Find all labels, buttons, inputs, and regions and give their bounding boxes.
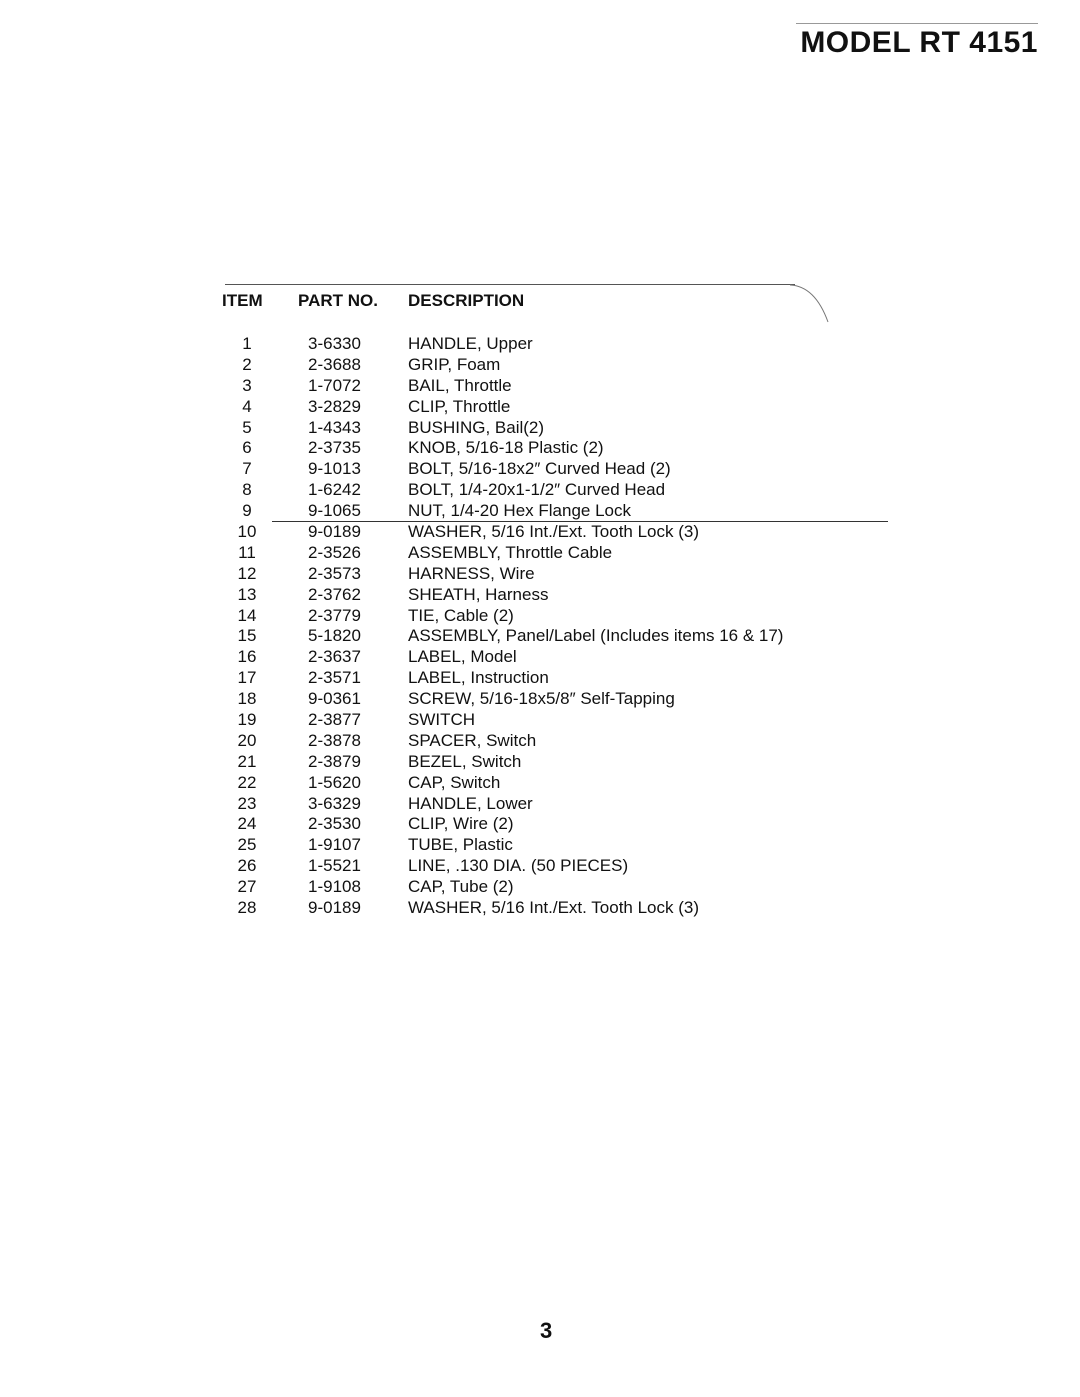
part-description: TUBE, Plastic	[408, 835, 513, 855]
item-number: 15	[237, 626, 257, 646]
part-description: GRIP, Foam	[408, 354, 501, 374]
part-description: CLIP, Wire (2)	[408, 814, 514, 834]
item-number: 14	[237, 605, 257, 625]
item-number: 28	[237, 898, 257, 918]
table-row	[222, 564, 908, 585]
table-row	[222, 710, 908, 731]
part-description: LABEL, Instruction	[408, 668, 549, 688]
item-number: 9	[242, 501, 252, 521]
part-description: HANDLE, Lower	[408, 793, 533, 813]
part-description: BEZEL, Switch	[408, 751, 522, 771]
table-row	[222, 814, 908, 835]
part-number: 2-3688	[308, 354, 361, 374]
part-description: CAP, Switch	[408, 772, 501, 792]
table-body	[222, 334, 908, 919]
table-row	[222, 522, 908, 543]
item-number: 26	[237, 856, 257, 876]
table-row	[222, 731, 908, 752]
table-row	[222, 459, 908, 480]
part-number: 2-3879	[308, 751, 361, 771]
part-number: 3-6330	[308, 334, 361, 353]
part-description: NUT, 1/4-20 Hex Flange Lock	[408, 501, 888, 522]
table-row	[222, 438, 908, 459]
part-description: SPACER, Switch	[408, 730, 537, 750]
table-row	[222, 480, 908, 501]
part-description: LINE, .130 DIA. (50 PIECES)	[408, 856, 629, 876]
table-row	[222, 647, 908, 668]
item-number: 17	[237, 668, 257, 688]
part-number: 2-3571	[308, 668, 361, 688]
part-number: 3-6329	[308, 793, 361, 813]
part-number: 1-7072	[308, 375, 361, 395]
item-number: 13	[237, 584, 257, 604]
part-description: ASSEMBLY, Panel/Label (Includes items 16 & 17)	[408, 626, 784, 646]
item-number: 3	[242, 375, 252, 395]
part-number: 2-3735	[308, 438, 361, 458]
table-row	[222, 773, 908, 794]
column-header-item: ITEM	[222, 291, 263, 310]
part-number: 9-0189	[308, 898, 361, 918]
part-description: BOLT, 1/4-20x1-1/2″ Curved Head	[408, 480, 666, 500]
part-description: WASHER, 5/16 Int./Ext. Tooth Lock (3)	[408, 522, 700, 542]
table-row	[222, 752, 908, 773]
part-number: 1-6242	[308, 480, 361, 500]
table-row	[222, 626, 908, 647]
item-number: 19	[237, 710, 257, 730]
table-row	[222, 606, 908, 627]
column-header-part-no: PART NO.	[298, 291, 378, 310]
table-row	[222, 543, 908, 564]
part-number: 9-1065	[272, 501, 408, 522]
part-number: 2-3526	[308, 542, 361, 562]
table-row	[222, 898, 908, 919]
item-number: 2	[242, 354, 252, 374]
item-number: 22	[237, 772, 257, 792]
table-row	[222, 501, 908, 522]
table-row	[222, 585, 908, 606]
table-row	[222, 418, 908, 439]
part-number: 9-1013	[308, 459, 361, 479]
table-row	[222, 334, 908, 355]
model-title: MODEL RT 4151	[800, 26, 1038, 59]
parts-table	[222, 290, 908, 919]
table-row	[222, 835, 908, 856]
part-number: 2-3878	[308, 730, 361, 750]
part-description: BAIL, Throttle	[408, 375, 512, 395]
table-top-rule	[225, 284, 795, 285]
item-number: 7	[242, 459, 252, 479]
table-header	[222, 290, 908, 312]
part-number: 1-4343	[308, 417, 361, 437]
part-description: SWITCH	[408, 710, 476, 730]
item-number: 10	[237, 522, 257, 542]
item-number: 1	[242, 334, 252, 353]
item-number: 11	[238, 542, 256, 562]
item-number: 18	[237, 689, 257, 709]
part-number: 2-3762	[308, 584, 361, 604]
item-number: 8	[242, 480, 252, 500]
part-description: SCREW, 5/16-18x5/8″ Self-Tapping	[408, 689, 675, 709]
part-number: 1-5521	[308, 856, 361, 876]
table-row	[222, 376, 908, 397]
part-number: 2-3637	[308, 647, 361, 667]
table-row	[222, 355, 908, 376]
part-description: HARNESS, Wire	[408, 563, 535, 583]
item-number: 25	[237, 835, 257, 855]
part-description: ASSEMBLY, Throttle Cable	[408, 542, 613, 562]
part-description: TIE, Cable (2)	[408, 605, 514, 625]
table-row	[222, 877, 908, 898]
item-number: 6	[242, 438, 252, 458]
item-number: 20	[237, 730, 257, 750]
part-number: 2-3573	[308, 563, 361, 583]
part-description: KNOB, 5/16-18 Plastic (2)	[408, 438, 604, 458]
item-number: 21	[237, 751, 257, 771]
item-number: 16	[237, 647, 257, 667]
item-number: 12	[237, 563, 257, 583]
item-number: 27	[237, 877, 257, 897]
part-number: 2-3530	[308, 814, 361, 834]
table-row	[222, 668, 908, 689]
part-description: WASHER, 5/16 Int./Ext. Tooth Lock (3)	[408, 898, 700, 918]
table-row	[222, 689, 908, 710]
page-number: 3	[540, 1318, 553, 1343]
part-number: 2-3877	[308, 710, 361, 730]
part-number: 1-5620	[308, 772, 361, 792]
table-row	[222, 856, 908, 877]
item-number: 23	[237, 793, 257, 813]
part-description: BOLT, 5/16-18x2″ Curved Head (2)	[408, 459, 671, 479]
item-number: 24	[237, 814, 257, 834]
item-number: 5	[242, 417, 252, 437]
table-row	[222, 794, 908, 815]
part-number: 5-1820	[308, 626, 361, 646]
part-description: BUSHING, Bail(2)	[408, 417, 545, 437]
part-description: SHEATH, Harness	[408, 584, 549, 604]
part-number: 9-0361	[308, 689, 361, 709]
part-number: 3-2829	[308, 396, 361, 416]
part-description: CLIP, Throttle	[408, 396, 511, 416]
part-description: LABEL, Model	[408, 647, 517, 667]
column-header-description: DESCRIPTION	[408, 291, 525, 310]
part-number: 1-9108	[308, 877, 361, 897]
item-number: 4	[242, 396, 252, 416]
part-description: HANDLE, Upper	[408, 334, 533, 353]
table-row	[222, 397, 908, 418]
part-number: 1-9107	[308, 835, 361, 855]
part-number: 2-3779	[308, 605, 361, 625]
part-description: CAP, Tube (2)	[408, 877, 514, 897]
part-number: 9-0189	[308, 522, 361, 542]
